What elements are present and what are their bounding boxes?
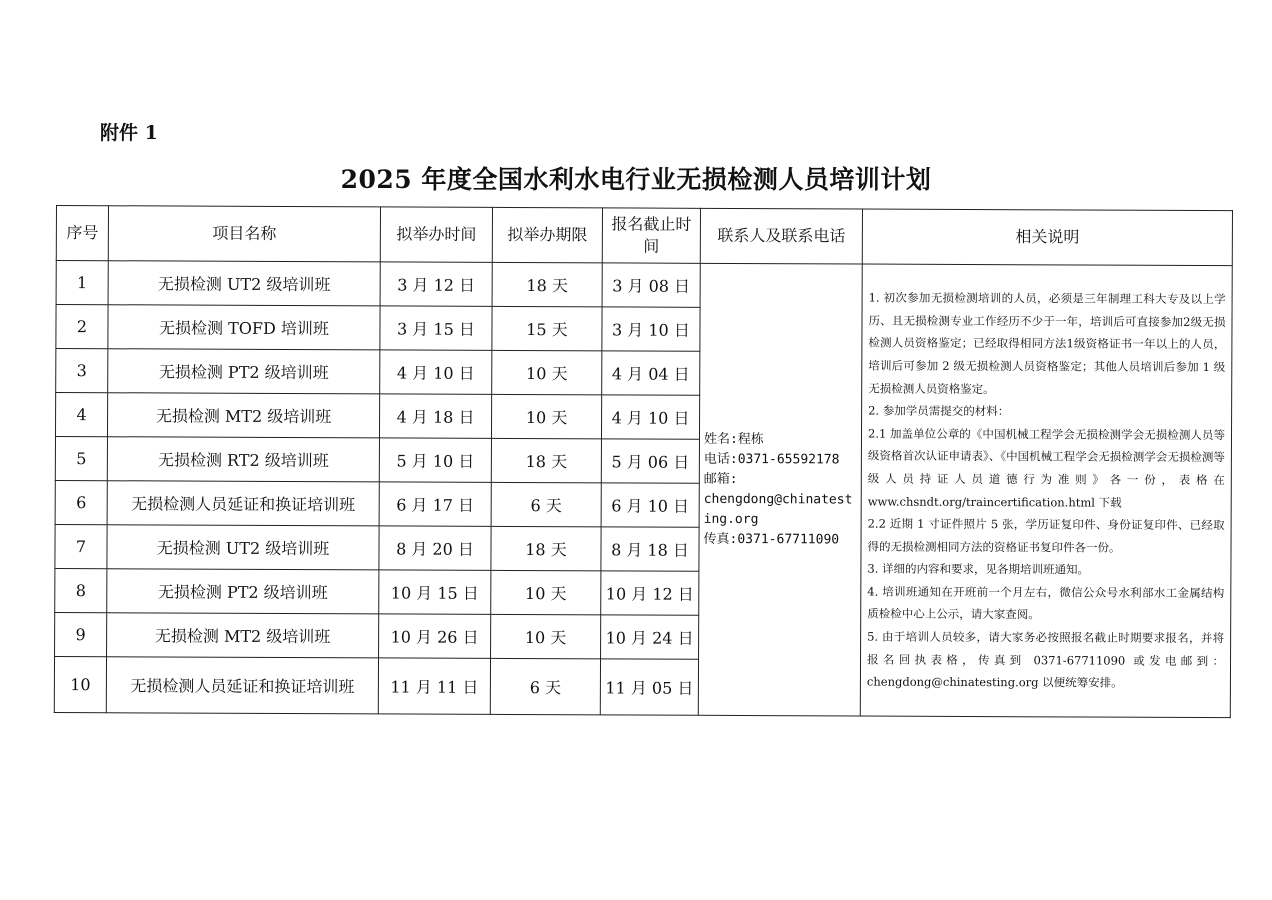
row-duration: 10 天 <box>491 394 601 438</box>
row-duration: 18 天 <box>491 526 601 570</box>
row-time: 4 月 18 日 <box>379 394 491 438</box>
contact-phone: 电话:0371-65592178 <box>703 451 840 467</box>
row-deadline: 11 月 05 日 <box>600 659 698 715</box>
row-time: 4 月 10 日 <box>380 350 492 394</box>
row-no: 2 <box>56 305 108 349</box>
header-time: 拟举办时间 <box>380 207 492 262</box>
notes-cell <box>860 264 1232 718</box>
header-notes: 相关说明 <box>862 209 1232 266</box>
row-name: 无损检测 RT2 级培训班 <box>107 437 379 482</box>
header-duration: 拟举办期限 <box>492 207 602 262</box>
row-duration: 10 天 <box>492 350 602 394</box>
row-duration: 18 天 <box>491 438 601 482</box>
row-no: 10 <box>54 656 106 712</box>
row-deadline: 5 月 06 日 <box>601 439 699 483</box>
attachment-label: 附件 1 <box>100 122 158 144</box>
row-no: 3 <box>56 349 108 393</box>
note-item: 2.2 近期 1 寸证件照片 5 张，学历证复印件、身份证复印件、已经取得的无损检测相同方法的资格证书复印件各一份。 <box>867 516 1225 555</box>
row-deadline: 10 月 12 日 <box>601 571 699 615</box>
row-deadline: 6 月 10 日 <box>601 483 699 527</box>
row-deadline: 8 月 18 日 <box>601 527 699 571</box>
document-title: 2025 年度全国水利水电行业无损检测人员培训计划 <box>340 165 932 194</box>
row-duration: 6 天 <box>490 658 600 714</box>
row-name: 无损检测 MT2 级培训班 <box>107 613 379 658</box>
row-deadline: 4 月 10 日 <box>601 395 699 439</box>
row-name: 无损检测 PT2 级培训班 <box>107 569 379 614</box>
row-duration: 10 天 <box>491 614 601 658</box>
row-time: 8 月 20 日 <box>379 526 491 570</box>
row-name: 无损检测 MT2 级培训班 <box>107 393 379 438</box>
row-name: 无损检测 PT2 级培训班 <box>108 349 380 394</box>
row-name: 无损检测 UT2 级培训班 <box>108 261 380 306</box>
header-name: 项目名称 <box>108 206 380 262</box>
table-header-row <box>56 206 1232 266</box>
row-deadline: 3 月 10 日 <box>602 307 700 351</box>
header-no: 序号 <box>56 206 108 261</box>
row-no: 6 <box>55 480 107 524</box>
note-item: 4. 培训班通知在开班前一个月左右，微信公众号水利部水工金属结构质检检中心上公示，请大家查阅。 <box>867 584 1225 622</box>
row-no: 8 <box>55 568 107 612</box>
row-deadline: 4 月 04 日 <box>602 351 700 395</box>
header-contact: 联系人及联系电话 <box>700 208 862 264</box>
row-name: 无损检测 TOFD 培训班 <box>108 305 380 350</box>
row-time: 3 月 12 日 <box>380 262 492 306</box>
contact-name: 姓名:程栋 <box>703 431 764 447</box>
row-no: 1 <box>56 261 108 305</box>
header-deadline: 报名截止时间 <box>602 208 700 263</box>
row-time: 3 月 15 日 <box>380 306 492 350</box>
row-duration: 6 天 <box>491 482 601 526</box>
note-item: 2.1 加盖单位公章的《中国机械工程学会无损检测学会无损检测人员等级资格首次认证申请表》、《中国机械工程学会无损检测学会无损检测等级人员持证人员道德行为准则》各一份，表格在 www.chsndt.org/traincertification.html 下载 <box>867 426 1226 510</box>
row-time: 5 月 10 日 <box>379 438 491 482</box>
note-item: 5. 由于培训人员较多，请大家务必按照报名截止时期要求报名，并将报名回执表格，传真到 0371-67711090 或发电邮到：chengdong@chinatesting.org 以便统筹安排。 <box>866 629 1225 690</box>
row-time: 10 月 15 日 <box>379 570 491 614</box>
row-name: 无损检测人员延证和换证培训班 <box>107 481 379 526</box>
row-deadline: 3 月 08 日 <box>602 263 700 307</box>
training-plan-table <box>54 205 1233 718</box>
note-item: 2. 参加学员需提交的材料： <box>868 403 1010 419</box>
row-no: 7 <box>55 524 107 568</box>
row-duration: 10 天 <box>491 570 601 614</box>
row-name: 无损检测 UT2 级培训班 <box>107 525 379 570</box>
row-no: 5 <box>55 436 107 480</box>
row-duration: 18 天 <box>492 262 602 306</box>
contact-fax: 传真:0371-67711090 <box>703 531 840 547</box>
table-row <box>56 261 1232 310</box>
row-time: 11 月 11 日 <box>378 658 490 714</box>
note-item: 1. 初次参加无损检测培训的人员，必须是三年制理工科大专及以上学历、且无损检测专业工作经历不少于一年，培训后可直接参加2级无损检测人员资格鉴定；已经取得相同方法1级资格证书一年以上的人员，培训后可参加 2 级无损检测人员资格鉴定；其他人员培训后参加 1 级无损检测人员资格鉴定。 <box>868 290 1226 396</box>
row-time: 10 月 26 日 <box>379 614 491 658</box>
row-name: 无损检测人员延证和换证培训班 <box>106 657 378 714</box>
contact-email: chengdong@chinatesting.org <box>703 491 853 527</box>
row-time: 6 月 17 日 <box>379 482 491 526</box>
row-deadline: 10 月 24 日 <box>601 615 699 659</box>
contact-cell <box>698 263 862 716</box>
contact-email-label: 邮箱: <box>703 471 738 487</box>
row-no: 9 <box>55 612 107 656</box>
row-no: 4 <box>55 393 107 437</box>
row-duration: 15 天 <box>492 306 602 350</box>
note-item: 3. 详细的内容和要求，见各期培训班通知。 <box>867 561 1090 577</box>
